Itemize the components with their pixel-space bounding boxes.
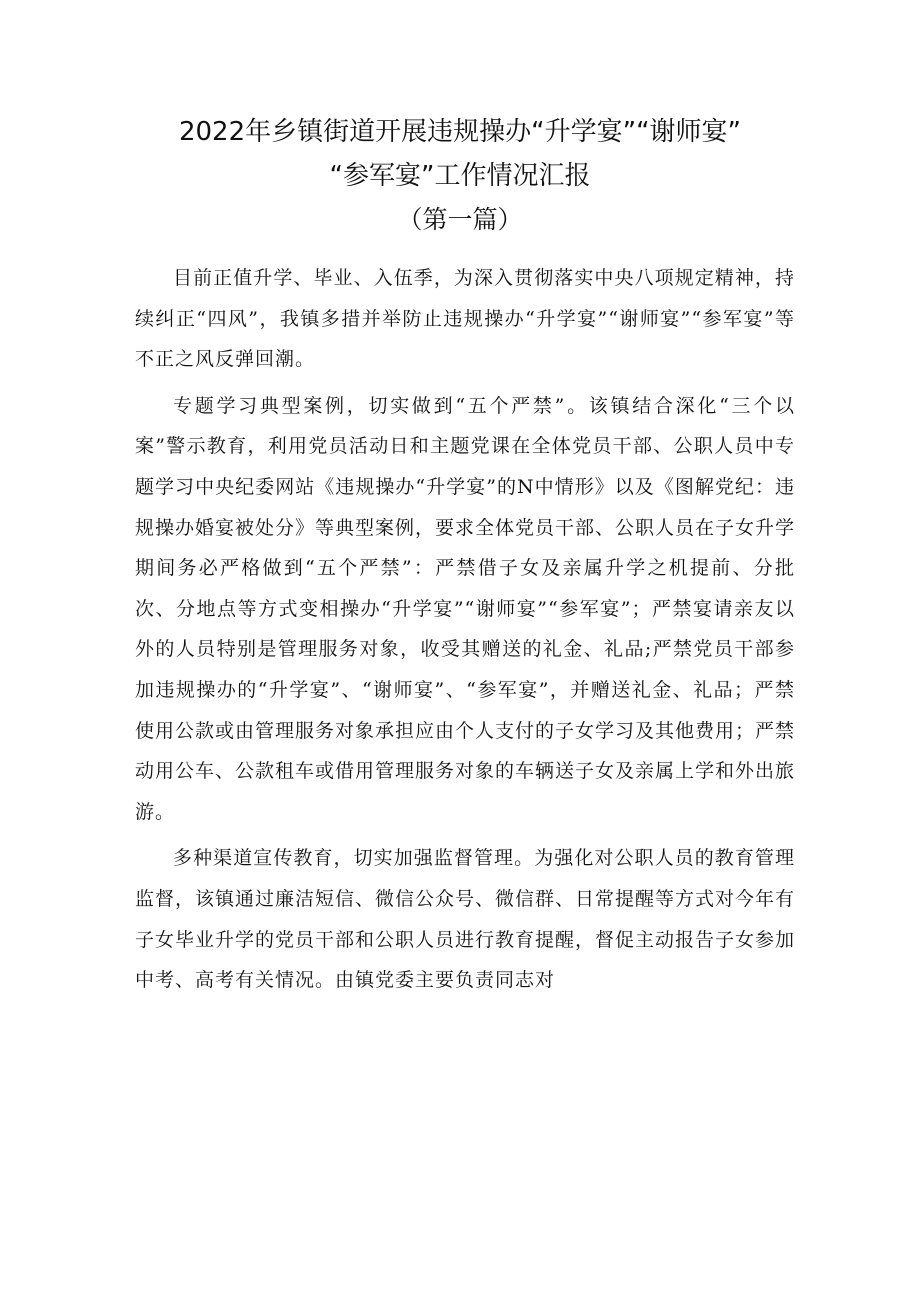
paragraph-publicity-education: 多种渠道宣传教育，切实加强监督管理。为强化对公职人员的教育管理监督，该镇通过廉洁短信、微信公众号、微信群、日常提醒等方式对今年有子女毕业升学的党员干部和公职人员进行教育提醒，督促主动报告子女参加中考、高考有关情况。由镇党委主要负责同志对 <box>135 847 796 992</box>
document-title <box>110 110 810 240</box>
title-line-1: 2022年乡镇街道开展违规操办“升学宴”“谢师宴” <box>178 117 742 147</box>
document-body <box>135 258 795 1007</box>
paragraph-study-cases: 专题学习典型案例，切实做到“五个严禁”。该镇结合深化“三个以案”警示教育，利用党员活动日和主题党课在全体党员干部、公职人员中专题学习中央纪委网站《违规操办“升学宴”的N中情形》以及《图解党纪：违规操办婚宴被处分》等典型案例，要求全体党员干部、公职人员在子女升学期间务必严格做到“五个严禁”：严禁借子女及亲属升学之机提前、分批次、分地点等方式变相操办“升学宴”“谢师宴”“参军宴”；严禁宴请亲友以外的人员特别是管理服务对象，收受其赠送的礼金、礼品;严禁党员干部参加违规操办的“升学宴”、“谢师宴”、“参军宴”，并赠送礼金、礼品；严禁使用公款或由管理服务对象承担应由个人支付的子女学习及其他费用；严禁动用公车、公款租车或借用管理服务对象的车辆送子女及亲属上学和外出旅游。 <box>135 394 796 823</box>
document-subtitle: （第一篇） <box>397 205 523 234</box>
paragraph-intro: 目前正值升学、毕业、入伍季，为深入贯彻落实中央八项规定精神，持续纠正“四风”，我镇多措并举防止违规操办“升学宴”“谢师宴”“参军宴”等不正之风反弹回潮。 <box>135 267 795 371</box>
title-line-2: “参军宴”工作情况汇报 <box>329 161 591 191</box>
